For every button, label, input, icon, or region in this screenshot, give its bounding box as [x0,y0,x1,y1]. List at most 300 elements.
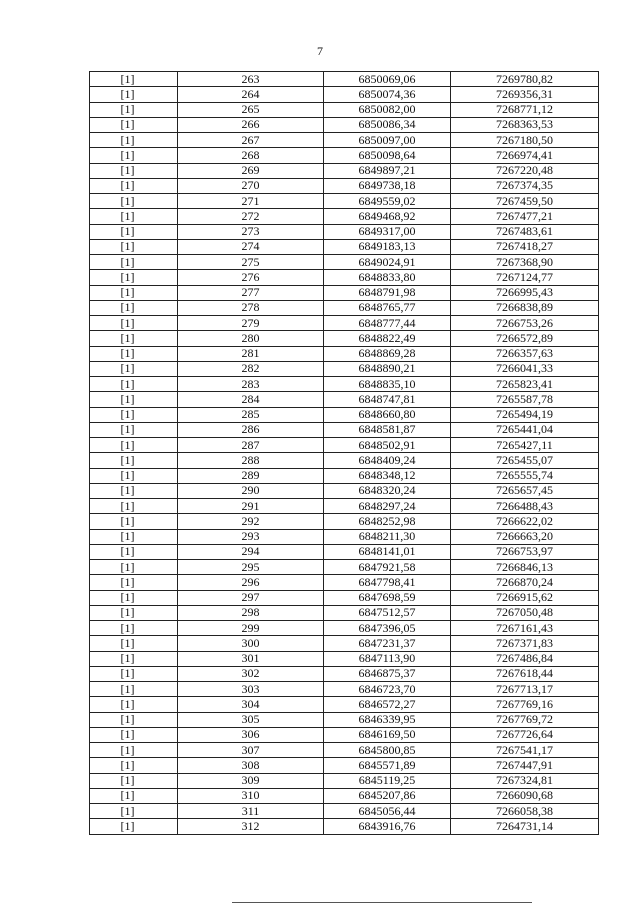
point-number-cell [178,407,324,422]
source-ref-cell-text: [1] [120,407,135,422]
source-ref-cell-text: [1] [120,285,135,300]
point-number-cell [178,666,324,681]
point-number-cell-text: 280 [241,330,260,345]
y-coordinate-cell-text: 7266846,13 [496,559,553,574]
y-coordinate-cell-text: 7266753,26 [496,315,553,330]
y-coordinate-cell [451,727,599,742]
point-number-cell [178,682,324,697]
x-coordinate-cell [324,682,451,697]
source-ref-cell-text: [1] [120,544,135,559]
point-number-cell-text: 297 [241,590,260,605]
source-ref-cell [90,560,178,575]
table-row [90,727,599,742]
source-ref-cell [90,575,178,590]
point-number-cell [178,621,324,636]
y-coordinate-cell [451,621,599,636]
y-coordinate-cell-text: 7267618,44 [496,666,553,681]
y-coordinate-cell-text: 7268771,12 [496,102,553,117]
source-ref-cell-text: [1] [120,727,135,742]
x-coordinate-cell [324,819,451,834]
table-row [90,590,599,605]
table-row [90,819,599,834]
source-ref-cell-text: [1] [120,376,135,391]
y-coordinate-cell [451,163,599,178]
table-row [90,361,599,376]
x-coordinate-cell-text: 6848869,28 [358,346,416,361]
y-coordinate-cell-text: 7267368,90 [496,254,553,269]
point-number-cell [178,178,324,193]
table-row [90,758,599,773]
point-number-cell [178,316,324,331]
source-ref-cell-text: [1] [120,193,135,208]
point-number-cell-text: 293 [241,529,260,544]
y-coordinate-cell-text: 7267371,83 [496,635,553,650]
table-row [90,194,599,209]
source-ref-cell [90,712,178,727]
table-row [90,239,599,254]
x-coordinate-cell [324,224,451,239]
point-number-cell-text: 279 [241,315,260,330]
table-row [90,148,599,163]
x-coordinate-cell [324,285,451,300]
y-coordinate-cell-text: 7267324,81 [496,773,553,788]
table-row [90,377,599,392]
y-coordinate-cell [451,102,599,117]
y-coordinate-cell-text: 7266915,62 [496,590,553,605]
y-coordinate-cell [451,529,599,544]
x-coordinate-cell-text: 6845207,86 [358,788,416,803]
source-ref-cell-text: [1] [120,788,135,803]
y-coordinate-cell [451,743,599,758]
source-ref-cell [90,209,178,224]
x-coordinate-cell-text: 6849024,91 [358,254,416,269]
source-ref-cell-text: [1] [120,803,135,818]
source-ref-cell [90,224,178,239]
source-ref-cell-text: [1] [120,681,135,696]
x-coordinate-cell [324,178,451,193]
x-coordinate-cell-text: 6850069,06 [358,71,416,86]
y-coordinate-cell-text: 7269356,31 [496,86,553,101]
x-coordinate-cell [324,346,451,361]
x-coordinate-cell [324,773,451,788]
source-ref-cell-text: [1] [120,529,135,544]
y-coordinate-cell [451,285,599,300]
y-coordinate-cell [451,682,599,697]
point-number-cell-text: 296 [241,574,260,589]
y-coordinate-cell [451,560,599,575]
table-row [90,392,599,407]
x-coordinate-cell [324,590,451,605]
point-number-cell-text: 286 [241,422,260,437]
point-number-cell [178,72,324,87]
source-ref-cell [90,468,178,483]
point-number-cell-text: 303 [241,681,260,696]
table-row [90,422,599,437]
x-coordinate-cell [324,316,451,331]
point-number-cell [178,285,324,300]
source-ref-cell [90,727,178,742]
y-coordinate-cell [451,331,599,346]
y-coordinate-cell [451,605,599,620]
source-ref-cell-text: [1] [120,742,135,757]
point-number-cell [178,422,324,437]
x-coordinate-cell [324,575,451,590]
point-number-cell-text: 306 [241,727,260,742]
y-coordinate-cell [451,270,599,285]
source-ref-cell [90,590,178,605]
y-coordinate-cell-text: 7266995,43 [496,285,553,300]
table-row [90,72,599,87]
point-number-cell [178,102,324,117]
y-coordinate-cell-text: 7264731,14 [496,818,553,833]
source-ref-cell-text: [1] [120,513,135,528]
source-ref-cell-text: [1] [120,422,135,437]
source-ref-cell [90,483,178,498]
y-coordinate-cell [451,636,599,651]
x-coordinate-cell-text: 6849317,00 [358,224,416,239]
x-coordinate-cell [324,438,451,453]
table-row [90,453,599,468]
x-coordinate-cell [324,560,451,575]
point-number-cell [178,560,324,575]
point-number-cell [178,270,324,285]
x-coordinate-cell [324,468,451,483]
point-number-cell-text: 291 [241,498,260,513]
point-number-cell-text: 274 [241,239,260,254]
point-number-cell-text: 289 [241,468,260,483]
point-number-cell-text: 276 [241,269,260,284]
point-number-cell-text: 295 [241,559,260,574]
source-ref-cell-text: [1] [120,773,135,788]
source-ref-cell-text: [1] [120,483,135,498]
point-number-cell-text: 282 [241,361,260,376]
x-coordinate-cell [324,651,451,666]
x-coordinate-cell-text: 6848777,44 [358,315,416,330]
source-ref-cell-text: [1] [120,590,135,605]
y-coordinate-cell [451,377,599,392]
y-coordinate-cell [451,148,599,163]
source-ref-cell [90,788,178,803]
y-coordinate-cell-text: 7267769,72 [496,712,553,727]
table-row [90,682,599,697]
x-coordinate-cell-text: 6848765,77 [358,300,416,315]
x-coordinate-cell-text: 6848211,30 [358,529,416,544]
source-ref-cell-text: [1] [120,163,135,178]
source-ref-cell [90,148,178,163]
y-coordinate-cell [451,483,599,498]
point-number-cell [178,117,324,132]
y-coordinate-cell-text: 7265823,41 [496,376,553,391]
point-number-cell [178,468,324,483]
point-number-cell-text: 302 [241,666,260,681]
x-coordinate-cell-text: 6847512,57 [358,605,416,620]
point-number-cell-text: 273 [241,224,260,239]
table-row [90,102,599,117]
point-number-cell [178,224,324,239]
y-coordinate-cell-text: 7266663,20 [496,529,553,544]
source-ref-cell-text: [1] [120,86,135,101]
source-ref-cell-text: [1] [120,71,135,86]
y-coordinate-cell [451,300,599,315]
x-coordinate-cell [324,727,451,742]
table-row [90,163,599,178]
source-ref-cell [90,605,178,620]
y-coordinate-cell [451,72,599,87]
point-number-cell-text: 311 [241,803,260,818]
x-coordinate-cell [324,377,451,392]
point-number-cell [178,544,324,559]
source-ref-cell-text: [1] [120,452,135,467]
point-number-cell [178,361,324,376]
table-row [90,712,599,727]
table-row [90,331,599,346]
y-coordinate-cell [451,194,599,209]
source-ref-cell-text: [1] [120,315,135,330]
point-number-cell [178,758,324,773]
table-row [90,621,599,636]
y-coordinate-cell-text: 7267486,84 [496,651,553,666]
point-number-cell [178,194,324,209]
source-ref-cell [90,636,178,651]
point-number-cell [178,209,324,224]
point-number-cell-text: 310 [241,788,260,803]
point-number-cell-text: 283 [241,376,260,391]
y-coordinate-cell-text: 7266622,02 [496,513,553,528]
point-number-cell [178,377,324,392]
source-ref-cell [90,163,178,178]
source-ref-cell [90,72,178,87]
point-number-cell-text: 298 [241,605,260,620]
point-number-cell-text: 299 [241,620,260,635]
y-coordinate-cell [451,468,599,483]
x-coordinate-cell [324,605,451,620]
y-coordinate-cell [451,712,599,727]
x-coordinate-cell-text: 6847798,41 [358,574,416,589]
table-row [90,605,599,620]
x-coordinate-cell-text: 6848502,91 [358,437,416,452]
x-coordinate-cell [324,163,451,178]
source-ref-cell [90,255,178,270]
table-row [90,255,599,270]
point-number-cell-text: 269 [241,163,260,178]
table-row [90,651,599,666]
x-coordinate-cell [324,194,451,209]
x-coordinate-cell-text: 6848409,24 [358,452,416,467]
x-coordinate-cell-text: 6848833,80 [358,269,416,284]
point-number-cell-text: 272 [241,208,260,223]
x-coordinate-cell [324,300,451,315]
source-ref-cell-text: [1] [120,346,135,361]
table-row [90,300,599,315]
x-coordinate-cell [324,102,451,117]
table-row [90,407,599,422]
x-coordinate-cell [324,636,451,651]
x-coordinate-cell-text: 6849897,21 [358,163,416,178]
y-coordinate-cell-text: 7267050,48 [496,605,553,620]
x-coordinate-cell-text: 6848822,49 [358,330,416,345]
source-ref-cell [90,407,178,422]
point-number-cell-text: 275 [241,254,260,269]
point-number-cell [178,529,324,544]
x-coordinate-cell-text: 6849559,02 [358,193,416,208]
source-ref-cell [90,651,178,666]
source-ref-cell-text: [1] [120,132,135,147]
page-number: 7 [317,44,323,58]
x-coordinate-cell [324,87,451,102]
source-ref-cell [90,743,178,758]
y-coordinate-cell-text: 7267477,21 [496,208,553,223]
source-ref-cell-text: [1] [120,224,135,239]
point-number-cell-text: 281 [241,346,260,361]
x-coordinate-cell [324,453,451,468]
point-number-cell-text: 290 [241,483,260,498]
source-ref-cell-text: [1] [120,437,135,452]
table-row [90,483,599,498]
source-ref-cell [90,316,178,331]
y-coordinate-cell-text: 7267713,17 [496,681,553,696]
point-number-cell [178,499,324,514]
coordinates-table-body [90,72,599,835]
point-number-cell-text: 292 [241,513,260,528]
point-number-cell-text: 294 [241,544,260,559]
x-coordinate-cell [324,239,451,254]
source-ref-cell-text: [1] [120,178,135,193]
x-coordinate-cell [324,697,451,712]
x-coordinate-cell [324,133,451,148]
point-number-cell [178,438,324,453]
y-coordinate-cell [451,697,599,712]
y-coordinate-cell-text: 7266870,24 [496,574,553,589]
x-coordinate-cell-text: 6848660,80 [358,407,416,422]
y-coordinate-cell [451,255,599,270]
x-coordinate-cell-text: 6845119,25 [358,773,416,788]
x-coordinate-cell-text: 6846339,95 [358,712,416,727]
table-row [90,804,599,819]
point-number-cell-text: 264 [241,86,260,101]
x-coordinate-cell [324,499,451,514]
point-number-cell-text: 312 [241,818,260,833]
x-coordinate-cell [324,758,451,773]
table-row [90,438,599,453]
source-ref-cell-text: [1] [120,330,135,345]
source-ref-cell [90,438,178,453]
x-coordinate-cell-text: 6847698,59 [358,590,416,605]
point-number-cell [178,697,324,712]
point-number-cell-text: 271 [241,193,260,208]
point-number-cell-text: 288 [241,452,260,467]
point-number-cell-text: 268 [241,147,260,162]
source-ref-cell [90,514,178,529]
x-coordinate-cell-text: 6848747,81 [358,391,416,406]
source-ref-cell [90,392,178,407]
y-coordinate-cell-text: 7267418,27 [496,239,553,254]
x-coordinate-cell [324,788,451,803]
y-coordinate-cell [451,316,599,331]
point-number-cell [178,453,324,468]
source-ref-cell [90,270,178,285]
y-coordinate-cell-text: 7267124,77 [496,269,553,284]
y-coordinate-cell [451,87,599,102]
table-row [90,666,599,681]
source-ref-cell [90,819,178,834]
source-ref-cell-text: [1] [120,818,135,833]
table-row [90,575,599,590]
point-number-cell [178,788,324,803]
y-coordinate-cell [451,209,599,224]
y-coordinate-cell [451,788,599,803]
source-ref-cell [90,133,178,148]
source-ref-cell [90,285,178,300]
point-number-cell-text: 301 [241,651,260,666]
y-coordinate-cell [451,499,599,514]
point-number-cell-text: 304 [241,696,260,711]
point-number-cell [178,651,324,666]
y-coordinate-cell [451,422,599,437]
y-coordinate-cell [451,590,599,605]
y-coordinate-cell [451,407,599,422]
source-ref-cell [90,102,178,117]
source-ref-cell [90,682,178,697]
y-coordinate-cell-text: 7267541,17 [496,742,553,757]
table-row [90,285,599,300]
source-ref-cell-text: [1] [120,391,135,406]
source-ref-cell [90,346,178,361]
y-coordinate-cell [451,575,599,590]
y-coordinate-cell [451,346,599,361]
x-coordinate-cell [324,72,451,87]
source-ref-cell-text: [1] [120,102,135,117]
x-coordinate-cell [324,621,451,636]
table-row [90,468,599,483]
source-ref-cell-text: [1] [120,147,135,162]
source-ref-cell [90,377,178,392]
point-number-cell [178,148,324,163]
source-ref-cell [90,499,178,514]
y-coordinate-cell [451,239,599,254]
y-coordinate-cell [451,361,599,376]
y-coordinate-cell-text: 7267374,35 [496,178,553,193]
y-coordinate-cell [451,651,599,666]
source-ref-cell [90,697,178,712]
source-ref-cell [90,758,178,773]
point-number-cell [178,392,324,407]
source-ref-cell [90,87,178,102]
y-coordinate-cell [451,117,599,132]
x-coordinate-cell-text: 6847113,90 [358,651,416,666]
x-coordinate-cell [324,514,451,529]
table-row [90,316,599,331]
point-number-cell-text: 277 [241,285,260,300]
point-number-cell-text: 266 [241,117,260,132]
point-number-cell [178,163,324,178]
table-row [90,743,599,758]
source-ref-cell-text: [1] [120,696,135,711]
source-ref-cell-text: [1] [120,208,135,223]
y-coordinate-cell-text: 7265455,07 [496,452,553,467]
point-number-cell [178,605,324,620]
point-number-cell [178,331,324,346]
point-number-cell [178,712,324,727]
source-ref-cell [90,331,178,346]
x-coordinate-cell-text: 6845056,44 [358,803,416,818]
y-coordinate-cell-text: 7266041,33 [496,361,553,376]
point-number-cell-text: 287 [241,437,260,452]
table-row [90,270,599,285]
y-coordinate-cell-text: 7266753,97 [496,544,553,559]
table-row [90,209,599,224]
source-ref-cell [90,239,178,254]
y-coordinate-cell [451,666,599,681]
